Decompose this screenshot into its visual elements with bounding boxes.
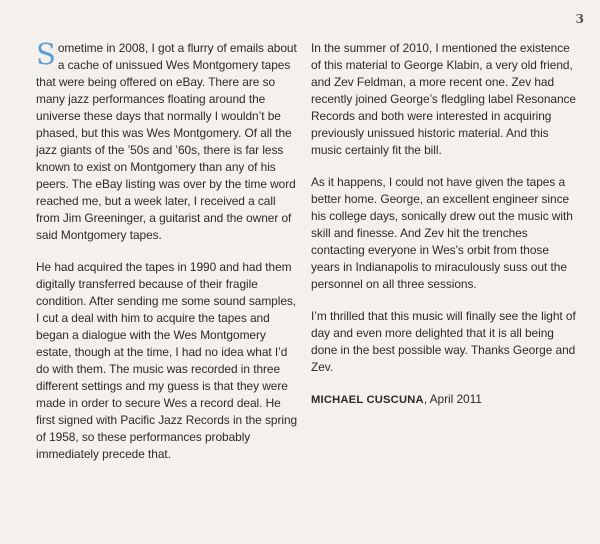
left-column bbox=[36, 37, 302, 478]
paragraph-1 bbox=[36, 37, 302, 244]
signature-separator: , bbox=[423, 392, 430, 406]
drop-cap: S bbox=[36, 37, 56, 71]
author-name: MICHAEL CUSCUNA bbox=[311, 394, 424, 406]
paragraph-4: As it happens, I could not have given the tapes a better home. George, an excellent engineer since his college days, sonically drew out the music with skill and finesse. And Zev hit the trenches contacting everyone in Wes’s orbit from those years in Indianapolis to miraculously suss out the personnel on all three sessions. bbox=[311, 175, 573, 291]
page-number: 3 bbox=[575, 12, 584, 26]
paragraph-5: I’m thrilled that this music will finally see the light of day and even more delighted that it is all being done in the best possible way. Thanks George and Zev. bbox=[311, 309, 576, 374]
paragraph-2: He had acquired the tapes in 1990 and had them digitally transferred because of their fragile condition. After sending me some sound samples, I cut a deal with him to acquire the tapes and began a dialogue with the Wes Montgomery estate, though at the time, I had no idea what I’d do with them. The music was recorded in three different settings and my guess is that they were made in order to secure Wes a record deal. He first signed with Pacific Jazz Records in the spring of 1958, so these performances probably immediately precede that. bbox=[36, 260, 298, 461]
signature-date: April 2011 bbox=[429, 392, 482, 406]
right-column bbox=[311, 40, 577, 409]
paragraph-3: In the summer of 2010, I mentioned the existence of this material to George Klabin, a very old friend, and Zev Feldman, a more recent one. Zev had recently joined George’s fledgling label Resonance Records and both were interested in acquiring previously unissued historic material. And this music certainly fit the bill. bbox=[311, 41, 576, 157]
paragraph-1-text: ometime in 2008, I got a flurry of emails about a cache of unissued Wes Montgomery tapes that were being offered on eBay. There are so many jazz performances floating around the universe these days that normally I wouldn’t be phased, but this was Wes Montgomery. Of all the jazz giants of the ’50s and ’60s, there is far less known to exist on Montgomery than any of his peers. The eBay listing was over by the time word reached me, but a week later, I received a call from Jim Greeninger, a guitarist and the owner of said Montgomery tapes. bbox=[36, 41, 297, 242]
signature bbox=[311, 391, 577, 409]
